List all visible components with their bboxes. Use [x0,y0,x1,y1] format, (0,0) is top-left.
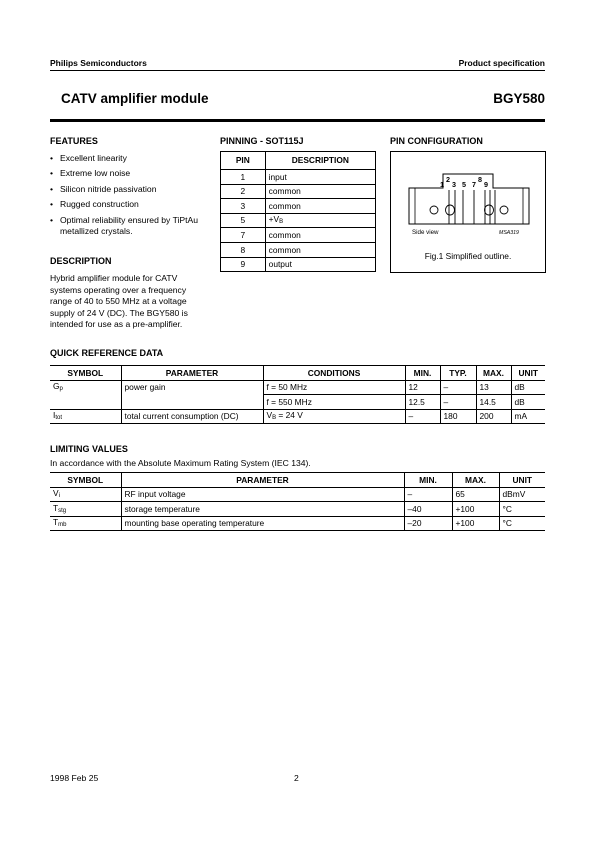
condition-symbol: V [266,410,273,421]
condition-subscript: B [272,415,277,422]
parameter-col-header: PARAMETER [121,366,263,381]
limiting-values-table [50,472,545,531]
feature-item: • Excellent linearity [50,153,205,165]
feature-item: • Silicon nitride passivation [50,184,205,196]
conditions-cell: f = 550 MHz [263,395,405,410]
pin-description: input [265,170,375,185]
pin-label: 7 [472,180,478,189]
unit-cell: °C [499,516,545,531]
unit-cell: dBmV [499,487,545,502]
table-row [221,199,376,214]
feature-item: • Extreme low noise [50,168,205,180]
pin-number: 9 [221,257,266,272]
symbol-main: T [53,517,59,528]
table-row [221,228,376,243]
unit-col-header: UNIT [511,366,545,381]
supply-label: +V [268,214,280,225]
max-cell: 65 [452,487,499,502]
pin-label: 2 [446,175,452,184]
conditions-col-header: CONDITIONS [263,366,405,381]
symbol-cell [50,516,121,531]
features-list [50,153,205,242]
pinning-heading: PINNING - SOT115J [220,136,304,146]
typ-cell: – [440,395,476,410]
pin-number: 2 [221,184,266,199]
header-rule-thick [50,119,545,122]
pin-label: 8 [478,175,484,184]
min-cell: –40 [404,502,452,517]
quick-ref-heading: QUICK REFERENCE DATA [50,348,164,358]
typ-cell: – [440,380,476,395]
symbol-col-header: SYMBOL [50,366,121,381]
unit-col-header: UNIT [499,473,545,488]
table-row [221,213,376,228]
pin-description: common [265,184,375,199]
symbol-main: G [53,381,60,392]
quick-reference-table [50,365,545,424]
symbol-main: V [53,488,59,499]
unit-cell: dB [511,380,545,395]
table-row [221,184,376,199]
footer-date: 1998 Feb 25 [50,773,99,783]
min-cell: –20 [404,516,452,531]
min-cell: – [404,487,452,502]
pinning-table [220,151,376,272]
page-number: 2 [294,773,299,783]
table-row [50,487,545,502]
description-text: Hybrid amplifier module for CATV systems operating over a frequency range of 40 to 550 MHz at a voltage supply of 24 V (DC). The BGY580 is intended for use as a pre-amplifier. [50,273,188,330]
symbol-subscript: p [59,386,63,393]
parameter-cell [121,395,263,410]
parameter-cell: RF input voltage [121,487,404,502]
table-row [50,516,545,531]
part-number: BGY580 [493,91,545,106]
min-cell: – [405,409,440,424]
pin-description: output [265,257,375,272]
pin-number: 3 [221,199,266,214]
pin-description [265,213,375,228]
min-cell: 12.5 [405,395,440,410]
parameter-cell: storage temperature [121,502,404,517]
max-cell: +100 [452,516,499,531]
pin-description: common [265,199,375,214]
symbol-col-header: SYMBOL [50,473,121,488]
pin-description: common [265,228,375,243]
symbol-subscript: i [58,493,60,500]
conditions-cell [263,409,405,424]
symbol-subscript: mb [58,522,67,529]
symbol-main: I [53,410,56,421]
conditions-cell: f = 50 MHz [263,380,405,395]
symbol-cell [50,487,121,502]
pin-number: 7 [221,228,266,243]
typ-cell: 180 [440,409,476,424]
symbol-cell [50,380,121,395]
max-cell: 13 [476,380,511,395]
pin-config-heading: PIN CONFIGURATION [390,136,483,146]
pin-label: 3 [452,180,458,189]
pin-description: common [265,242,375,257]
table-row [221,257,376,272]
pin-col-header: PIN [221,152,266,170]
pin-number: 5 [221,213,266,228]
pin-number: 1 [221,170,266,185]
document-type: Product specification [458,58,545,68]
symbol-main: T [53,502,59,513]
max-cell: +100 [452,502,499,517]
limiting-values-intro: In accordance with the Absolute Maximum Rating System (IEC 134). [50,458,311,468]
symbol-subscript: tot [55,415,62,422]
min-col-header: MIN. [405,366,440,381]
table-row [50,502,545,517]
feature-item: • Rugged construction [50,199,205,211]
parameter-cell: mounting base operating temperature [121,516,404,531]
parameter-cell: power gain [121,380,263,395]
typ-col-header: TYP. [440,366,476,381]
symbol-cell [50,409,121,424]
limiting-values-heading: LIMITING VALUES [50,444,128,454]
symbol-cell [50,502,121,517]
max-cell: 14.5 [476,395,511,410]
description-col-header: DESCRIPTION [265,152,375,170]
symbol-cell [50,395,121,410]
unit-cell: mA [511,409,545,424]
min-cell: 12 [405,380,440,395]
unit-cell: dB [511,395,545,410]
parameter-col-header: PARAMETER [121,473,404,488]
figure-caption: Fig.1 Simplified outline. [424,251,512,261]
product-title: CATV amplifier module [61,91,209,106]
table-row [50,395,545,410]
condition-value: = 24 V [276,410,303,421]
figure-ref-code: MSA319 [499,230,519,236]
max-col-header: MAX. [452,473,499,488]
pin-labels [440,175,490,189]
features-heading: FEATURES [50,136,98,146]
table-row [50,380,545,395]
unit-cell: °C [499,502,545,517]
description-heading: DESCRIPTION [50,256,112,266]
feature-item: • Optimal reliability ensured by TiPtAu metallized crystals. [50,215,205,238]
pin-number: 8 [221,242,266,257]
table-row [50,409,545,424]
pin-label: 9 [484,180,490,189]
pin-label: 5 [462,180,468,189]
company-name: Philips Semiconductors [50,58,147,68]
supply-subscript: B [279,219,284,226]
max-col-header: MAX. [476,366,511,381]
pin-label: 1 [440,180,446,189]
table-row [221,242,376,257]
parameter-cell: total current consumption (DC) [121,409,263,424]
table-row [221,170,376,185]
symbol-subscript: stg [58,507,67,514]
header-rule-thin [50,70,545,71]
side-view-label: Side view [412,229,439,236]
max-cell: 200 [476,409,511,424]
pin-config-figure [390,151,546,273]
min-col-header: MIN. [404,473,452,488]
